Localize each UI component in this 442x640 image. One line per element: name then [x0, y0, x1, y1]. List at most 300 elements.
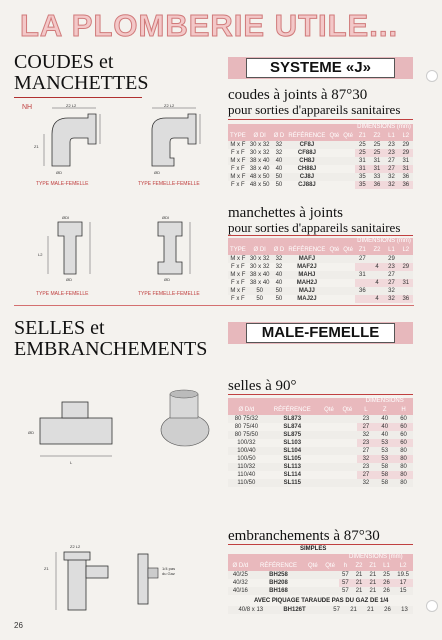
- table-cell: 31: [399, 165, 413, 173]
- table-cell: 26: [380, 579, 393, 587]
- table-cell: 27: [384, 165, 398, 173]
- table-row: [228, 279, 413, 287]
- divider: [14, 97, 142, 98]
- table-cell: 32: [275, 142, 283, 148]
- embranchements-footer: AVEC PIQUAGE TARAUDE PAS DU GAZ DE 1/4: [254, 598, 389, 604]
- table-cell: 58: [381, 480, 389, 486]
- table-cell: 58: [375, 471, 394, 479]
- table-cell: [328, 263, 342, 271]
- embranchements-table: [228, 554, 413, 595]
- table-cell: 25: [370, 149, 385, 157]
- table-cell: 29: [402, 142, 410, 148]
- coudes-heading: [228, 87, 400, 117]
- table-row: [228, 415, 413, 423]
- table-cell: [304, 587, 321, 595]
- table-row: [228, 431, 413, 439]
- table-cell: 23: [362, 464, 370, 470]
- table-row: [228, 571, 413, 579]
- column-header: L2: [399, 244, 413, 255]
- table-cell: [399, 271, 413, 279]
- selles-title: selles à 90°: [228, 378, 297, 394]
- table-cell: 38 x 40: [249, 280, 270, 286]
- table-cell: 32: [384, 295, 398, 303]
- table-cell: MAFJ: [298, 256, 316, 262]
- table-cell: 36: [358, 288, 366, 294]
- table-cell: [341, 181, 355, 189]
- table-cell: 48 x 50: [249, 174, 270, 180]
- manchettes-heading: [228, 205, 400, 235]
- table-cell: 80: [400, 448, 407, 454]
- dimensions-header: DIMENSIONS (mm): [355, 124, 413, 130]
- table-cell: 30 x 32: [249, 256, 270, 262]
- table-cell: 13: [401, 607, 408, 613]
- table-cell: SL874: [283, 424, 302, 430]
- table-cell: 40: [375, 423, 394, 431]
- table-cell: [399, 255, 413, 263]
- band-male-femelle: [228, 322, 413, 344]
- table-cell: 57: [333, 607, 340, 613]
- table-cell: [321, 571, 338, 579]
- table-cell: 29: [399, 263, 413, 271]
- table-cell: 21: [355, 572, 363, 578]
- table-cell: 38 x 40: [249, 166, 270, 172]
- table-cell: 30 x 32: [249, 142, 270, 148]
- table-cell: 57: [339, 579, 352, 587]
- saddle-drawing: [20, 380, 225, 475]
- table-cell: 29: [388, 256, 395, 262]
- section-title-coudes: [14, 52, 148, 94]
- divider: [228, 235, 413, 236]
- table-cell: 32: [362, 432, 370, 438]
- table-cell: 31: [355, 165, 370, 173]
- column-header: Ø D/d: [228, 404, 265, 415]
- svg-text:Z2 L2: Z2 L2: [164, 104, 175, 108]
- column-header: TYPE: [228, 130, 248, 141]
- column-header: RÉFÉRENCE: [265, 404, 320, 415]
- table-cell: 23: [388, 142, 395, 148]
- coudes-title: coudes à joints à 87°30: [228, 87, 368, 103]
- svg-text:L: L: [70, 460, 73, 465]
- table-cell: [338, 423, 356, 431]
- table-cell: 25: [383, 572, 390, 578]
- table-cell: F x F: [231, 280, 245, 286]
- coudes-table: [228, 124, 413, 189]
- table-cell: MAHJ: [298, 272, 316, 278]
- column-header: H: [394, 404, 413, 415]
- coudes-subtitle: pour sorties d'appareils sanitaires: [228, 102, 401, 117]
- table-cell: [304, 579, 321, 587]
- table-cell: [338, 463, 356, 471]
- table-cell: 40/16: [232, 588, 248, 594]
- embranchements-footer-table: [228, 606, 413, 614]
- table-cell: F x F: [231, 182, 245, 188]
- binder-hole: [426, 600, 438, 612]
- dimensions-header: DIMENSIONS (mm): [355, 238, 413, 244]
- table-cell: CH8J: [299, 158, 315, 164]
- table-cell: 21: [350, 607, 357, 613]
- table-cell: [370, 287, 385, 295]
- table-cell: 4: [370, 279, 385, 287]
- table-cell: 32: [362, 480, 370, 486]
- caption: TYPE FEMELLE-FEMELLE: [138, 181, 200, 187]
- table-cell: [321, 587, 338, 595]
- table-cell: [355, 295, 370, 303]
- table-cell: 50: [275, 296, 283, 302]
- table-cell: 53: [381, 448, 389, 454]
- dimensions-header: DIMENSIONS: [357, 398, 413, 404]
- table-cell: [399, 287, 413, 295]
- column-header: Z2: [370, 130, 385, 141]
- column-header: L1: [384, 244, 398, 255]
- column-header: RÉFÉRENCE: [286, 130, 327, 141]
- manchettes-table: [228, 238, 413, 303]
- table-cell: 50: [275, 288, 283, 294]
- table-cell: BH126T: [283, 607, 306, 613]
- column-header: RÉFÉRENCE: [286, 244, 327, 255]
- table-cell: 57: [342, 572, 349, 578]
- sleeve-female-female-drawing: [132, 214, 222, 284]
- title-line: MANCHETTES: [14, 72, 149, 94]
- table-row: [228, 149, 413, 157]
- section-title-selles: [14, 318, 207, 360]
- table-cell: 32: [388, 174, 395, 180]
- table-cell: [338, 471, 356, 479]
- sleeve-male-female-drawing: [30, 214, 120, 284]
- table-cell: [328, 173, 342, 181]
- table-cell: 80 75/32: [234, 416, 259, 422]
- table-cell: 31: [370, 165, 385, 173]
- table-cell: 60: [400, 432, 407, 438]
- table-cell: [328, 255, 342, 263]
- table-cell: 60: [400, 416, 407, 422]
- column-header: Ø D: [272, 130, 287, 141]
- table-row: [228, 287, 413, 295]
- table-cell: [328, 271, 342, 279]
- table-cell: F x F: [231, 166, 245, 172]
- table-cell: 35: [355, 181, 370, 189]
- page-number: 26: [14, 621, 23, 630]
- table-cell: 60: [394, 439, 413, 447]
- table-cell: F x F: [231, 296, 245, 302]
- table-cell: 40: [381, 416, 389, 422]
- binder-hole: [426, 70, 438, 82]
- table-cell: 21: [369, 572, 377, 578]
- table-cell: [328, 157, 342, 165]
- table-cell: 23: [362, 416, 370, 422]
- svg-text:ØDI: ØDI: [62, 215, 70, 220]
- table-row: [228, 141, 413, 149]
- table-cell: SL103: [283, 440, 302, 446]
- table-row: [228, 471, 413, 479]
- caption: TYPE FEMELLE-FEMELLE: [138, 291, 200, 297]
- column-header: Qté: [320, 404, 338, 415]
- svg-text:ØD: ØD: [164, 277, 170, 282]
- table-cell: 80: [400, 480, 407, 486]
- divider: [228, 394, 413, 395]
- table-cell: 40/32: [232, 580, 248, 586]
- table-row: [228, 479, 413, 487]
- table-cell: MAF2J: [297, 264, 317, 270]
- table-cell: 27: [362, 448, 370, 454]
- table-cell: 30 x 32: [249, 150, 270, 156]
- table-cell: 100/32: [237, 440, 256, 446]
- band-systeme-j: [228, 57, 413, 79]
- table-cell: 23: [384, 149, 398, 157]
- table-cell: [320, 463, 338, 471]
- table-cell: [341, 255, 355, 263]
- table-cell: [355, 279, 370, 287]
- table-cell: [338, 479, 356, 487]
- table-cell: 21: [352, 579, 366, 587]
- table-cell: 40: [381, 432, 389, 438]
- svg-text:Z2 L2: Z2 L2: [66, 104, 77, 108]
- svg-text:Z1: Z1: [34, 144, 39, 149]
- table-cell: 26: [383, 588, 390, 594]
- table-cell: [320, 471, 338, 479]
- table-cell: 32: [384, 181, 398, 189]
- table-row: [228, 447, 413, 455]
- manchettes-title: manchettes à joints: [228, 205, 343, 221]
- table-cell: [328, 295, 342, 303]
- table-cell: 27: [384, 279, 398, 287]
- table-cell: F x F: [231, 264, 245, 270]
- table-cell: 26: [384, 607, 391, 613]
- table-row: [228, 165, 413, 173]
- table-cell: [341, 165, 355, 173]
- table-cell: 40/25: [232, 572, 248, 578]
- table-row: [228, 579, 413, 587]
- table-cell: 50: [256, 288, 263, 294]
- table-cell: [341, 279, 355, 287]
- table-cell: 29: [399, 149, 413, 157]
- table-cell: [341, 141, 355, 149]
- table-cell: [341, 157, 355, 165]
- table-cell: 100/40: [237, 448, 256, 454]
- table-cell: 36: [370, 181, 385, 189]
- table-cell: [338, 431, 356, 439]
- caption: TYPE MALE-FEMELLE: [36, 181, 89, 187]
- table-cell: M x F: [230, 272, 246, 278]
- svg-text:Z1: Z1: [44, 566, 49, 571]
- table-cell: CH88J: [297, 166, 317, 172]
- table-cell: CF88J: [297, 150, 316, 156]
- table-cell: 57: [342, 588, 349, 594]
- table-cell: 80 75/40: [234, 424, 259, 430]
- svg-text:L2: L2: [38, 252, 43, 257]
- table-cell: 38 x 40: [249, 272, 270, 278]
- column-header: Ø D/d: [228, 560, 253, 571]
- table-cell: 100/50: [237, 456, 256, 462]
- table-cell: [328, 149, 342, 157]
- table-cell: M x F: [230, 158, 246, 164]
- branch-drawing: [40, 540, 215, 620]
- table-row: [228, 263, 413, 271]
- column-header: TYPE: [228, 244, 248, 255]
- table-row: [228, 463, 413, 471]
- table-row: [228, 439, 413, 447]
- table-cell: [338, 415, 356, 423]
- table-cell: 4: [370, 263, 385, 271]
- table-cell: [320, 415, 338, 423]
- svg-text:ØD: ØD: [56, 170, 62, 175]
- table-cell: SL114: [283, 472, 301, 478]
- table-cell: 36: [399, 295, 413, 303]
- table-cell: 31: [373, 158, 381, 164]
- table-cell: [341, 173, 355, 181]
- table-cell: 32: [275, 256, 283, 262]
- table-cell: 19.5: [397, 572, 409, 578]
- table-row: [228, 181, 413, 189]
- table-cell: BH208: [269, 580, 288, 586]
- table-cell: CJ8J: [299, 174, 315, 180]
- table-cell: 110/40: [237, 472, 256, 478]
- table-cell: 40: [275, 158, 283, 164]
- table-cell: 27: [357, 471, 376, 479]
- table-cell: [338, 439, 356, 447]
- column-header: Qté: [328, 130, 342, 141]
- table-cell: 30 x 32: [249, 264, 270, 270]
- table-cell: 60: [394, 423, 413, 431]
- column-header: Ø DI: [248, 244, 272, 255]
- table-cell: 40: [275, 272, 283, 278]
- table-cell: 23: [384, 263, 398, 271]
- table-cell: [341, 271, 355, 279]
- svg-text:Z2 L2: Z2 L2: [70, 544, 81, 549]
- divider: [228, 119, 413, 120]
- table-row: [228, 255, 413, 263]
- table-row: [228, 423, 413, 431]
- table-cell: [328, 165, 342, 173]
- manchettes-subtitle: pour sorties d'appareils sanitaires: [228, 220, 401, 235]
- table-cell: 32: [275, 264, 283, 270]
- table-cell: 27: [388, 158, 395, 164]
- mark-nh: NH: [22, 104, 33, 111]
- table-cell: [320, 479, 338, 487]
- table-cell: 40: [275, 280, 283, 286]
- table-cell: 80: [394, 471, 413, 479]
- table-cell: 58: [381, 464, 389, 470]
- svg-text:1/4 pas: 1/4 pas: [162, 566, 176, 571]
- table-cell: 21: [355, 588, 363, 594]
- column-header: Qté: [338, 404, 356, 415]
- svg-text:ØDI: ØDI: [162, 215, 170, 220]
- table-cell: 27: [388, 272, 395, 278]
- column-header: L2: [399, 130, 413, 141]
- column-header: Qté: [341, 130, 355, 141]
- table-cell: [304, 571, 321, 579]
- table-cell: MAJJ: [298, 288, 315, 294]
- svg-text:du Gaz: du Gaz: [162, 571, 175, 576]
- table-row: [228, 606, 413, 614]
- table-cell: CF8J: [299, 142, 315, 148]
- table-cell: M x F: [230, 288, 246, 294]
- table-cell: 35: [358, 174, 366, 180]
- table-cell: 15: [399, 588, 407, 594]
- column-header: Qté: [304, 560, 321, 571]
- table-cell: 4: [370, 295, 385, 303]
- table-cell: [328, 287, 342, 295]
- table-cell: [341, 287, 355, 295]
- table-cell: 40: [275, 166, 283, 172]
- title-line: EMBRANCHEMENTS: [14, 338, 208, 360]
- column-header: Z2: [352, 560, 366, 571]
- table-cell: SL875: [283, 432, 302, 438]
- table-cell: 23: [357, 439, 376, 447]
- elbow-female-female-drawing: [132, 104, 227, 179]
- table-row: [228, 587, 413, 595]
- section-divider: [14, 305, 414, 306]
- table-cell: [370, 255, 385, 263]
- table-cell: [320, 439, 338, 447]
- column-header: Qté: [328, 244, 342, 255]
- divider: [228, 544, 413, 545]
- column-header: L1: [384, 130, 398, 141]
- table-cell: [338, 447, 356, 455]
- title-line: COUDES et: [14, 51, 114, 73]
- table-cell: [338, 455, 356, 463]
- band-label: SYSTEME «J»: [246, 58, 395, 78]
- table-cell: 50: [275, 182, 283, 188]
- table-cell: SL104: [283, 448, 302, 454]
- table-cell: CJ88J: [298, 182, 316, 188]
- table-cell: 40/8 x 13: [238, 607, 264, 613]
- column-header: h: [339, 560, 352, 571]
- table-cell: M x F: [230, 174, 246, 180]
- column-header: Z: [375, 404, 394, 415]
- table-cell: 32: [357, 455, 376, 463]
- table-cell: [320, 455, 338, 463]
- table-cell: MAJ2J: [297, 296, 317, 302]
- table-cell: [320, 447, 338, 455]
- table-cell: [320, 423, 338, 431]
- table-cell: F x F: [231, 150, 245, 156]
- column-header: Qté: [341, 244, 355, 255]
- table-cell: M x F: [230, 256, 246, 262]
- table-cell: 31: [399, 279, 413, 287]
- table-cell: 50: [256, 296, 263, 302]
- table-cell: SL113: [283, 464, 301, 470]
- band-label: MALE-FEMELLE: [246, 323, 395, 343]
- table-cell: 25: [373, 142, 381, 148]
- table-cell: [355, 263, 370, 271]
- table-cell: [341, 263, 355, 271]
- table-cell: 32: [388, 288, 395, 294]
- table-cell: 17: [393, 579, 413, 587]
- embranchements-heading: [228, 528, 380, 544]
- table-cell: [328, 279, 342, 287]
- table-cell: 21: [366, 579, 380, 587]
- embranchements-section-label: SIMPLES: [300, 546, 327, 552]
- table-cell: 38 x 40: [249, 158, 270, 164]
- dimensions-header: DIMENSIONS (mm): [339, 554, 413, 560]
- column-header: Ø DI: [248, 130, 272, 141]
- svg-text:ØD: ØD: [66, 277, 72, 282]
- table-row: [228, 295, 413, 303]
- table-cell: 53: [375, 439, 394, 447]
- table-cell: 25: [355, 149, 370, 157]
- table-cell: 36: [402, 174, 410, 180]
- table-cell: 110/32: [237, 464, 256, 470]
- column-header: Z2: [370, 244, 385, 255]
- column-header: RÉFÉRENCE: [253, 560, 305, 571]
- svg-text:ØD: ØD: [28, 430, 34, 435]
- column-header: Qté: [321, 560, 338, 571]
- table-cell: 110/50: [237, 480, 256, 486]
- table-row: [228, 173, 413, 181]
- column-header: Z1: [355, 244, 370, 255]
- table-cell: SL115: [283, 480, 301, 486]
- table-cell: 31: [358, 272, 366, 278]
